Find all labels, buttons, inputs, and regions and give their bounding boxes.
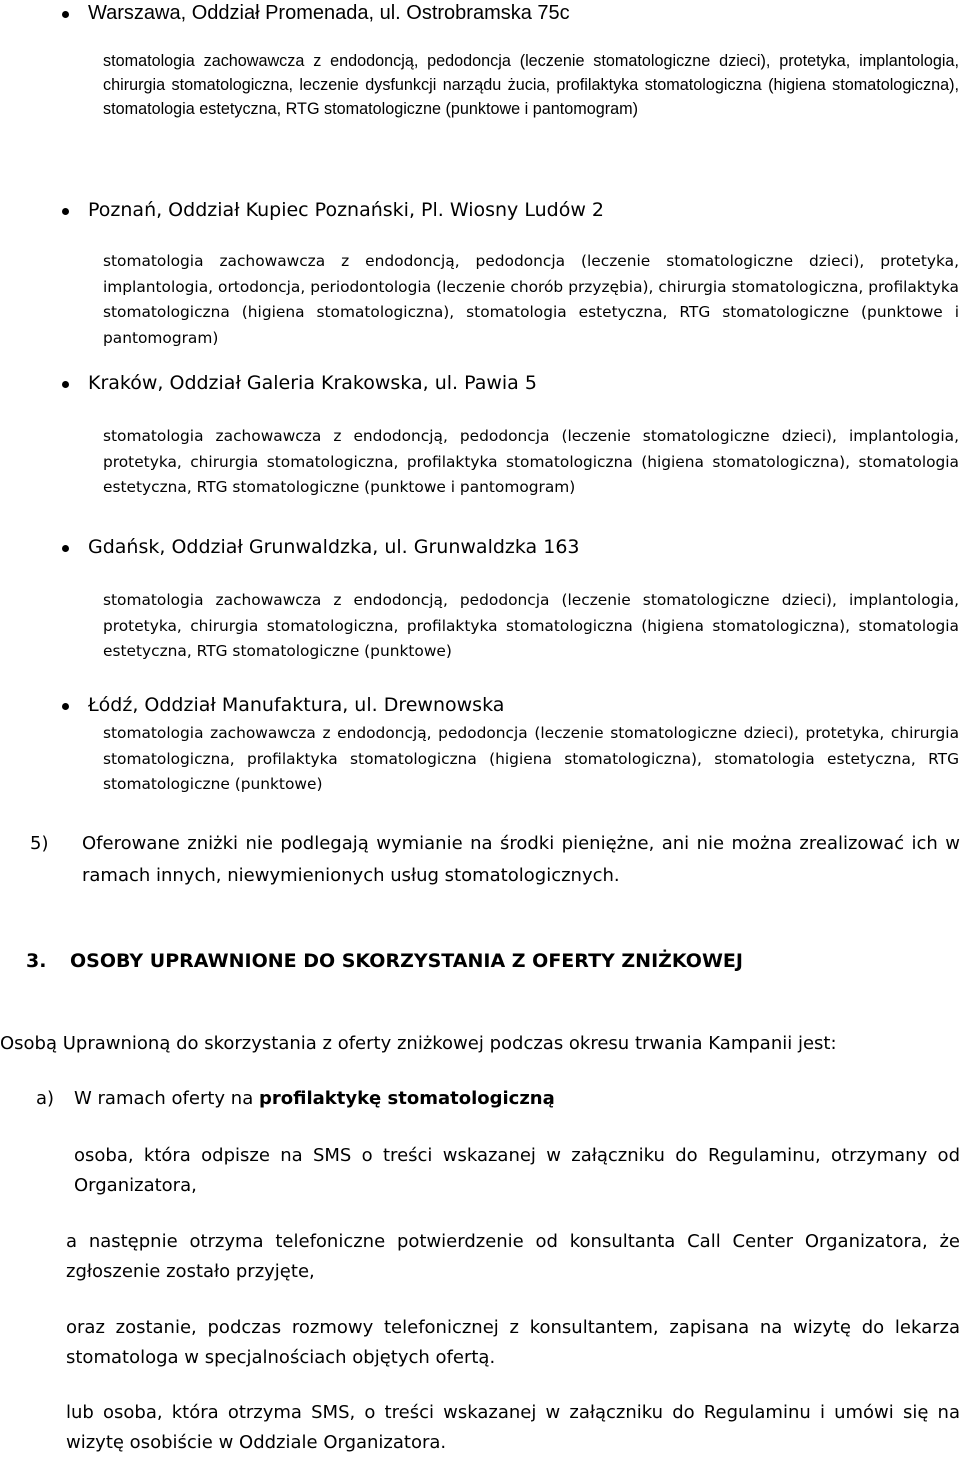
location-title: Warszawa, Oddział Promenada, ul. Ostrobramska 75c: [88, 2, 570, 24]
location-services: stomatologia zachowawcza z endodoncją, pedodoncja (leczenie stomatologiczne dzieci), implantologia, protetyka, chirurgia stomatologiczna, profilaktyka stomatologiczna (higiena stomatologiczna), stomatologia estetyczna, RTG stomatologiczne (punktowe i pantomogram): [103, 427, 959, 496]
location-services: stomatologia zachowawcza z endodoncją, pedodoncja (leczenie stomatologiczne dzieci), protetyka, chirurgia stomatologiczna, profilaktyka stomatologiczna (higiena stomatologiczna), stomatologia estetyczna, RTG stomatologiczne (punktowe): [103, 724, 959, 793]
paragraph: a następnie otrzyma telefoniczne potwierdzenie od konsultanta Call Center Organizatora, że zgłoszenie zostało przyjęte,: [66, 1231, 960, 1282]
location-title: Poznań, Oddział Kupiec Poznański, Pl. Wiosny Ludów 2: [88, 199, 604, 221]
bullet-icon: [62, 11, 69, 18]
paragraph: oraz zostanie, podczas rozmowy telefonicznej z konsultantem, zapisana na wizytę do lekarza stomatologa w specjalnościach objętych ofertą.: [66, 1317, 960, 1368]
section-title: OSOBY UPRAWNIONE DO SKORZYSTANIA Z OFERTY ZNIŻKOWEJ: [70, 950, 743, 972]
location-title: Gdańsk, Oddział Grunwaldzka, ul. Grunwaldzka 163: [88, 536, 580, 558]
location-title: Kraków, Oddział Galeria Krakowska, ul. Pawia 5: [88, 372, 537, 394]
item-prefix: W ramach oferty na: [74, 1088, 259, 1109]
bullet-icon: [62, 381, 69, 388]
item-emphasis: profilaktykę stomatologiczną: [258, 1088, 555, 1109]
section-number: 3.: [26, 950, 47, 972]
note-text: Oferowane zniżki nie podlegają wymianie na środki pieniężne, ani nie można zrealizować ich w ramach innych, niewymienionych usług stomatologicznych.: [82, 833, 960, 886]
note-number: 5): [30, 833, 49, 854]
bullet-icon: [62, 545, 69, 552]
paragraph: osoba, która odpisze na SMS o treści wskazanej w załączniku do Regulaminu, otrzymany od Organizatora,: [74, 1145, 960, 1196]
item-text: [74, 1088, 555, 1109]
bullet-icon: [62, 208, 69, 215]
location-services: stomatologia zachowawcza z endodoncją, pedodoncja (leczenie stomatologiczne dzieci), implantologia, protetyka, chirurgia stomatologiczna, profilaktyka stomatologiczna (higiena stomatologiczna), stomatologia estetyczna, RTG stomatologiczne (punktowe): [103, 591, 959, 660]
section-intro: Osobą Uprawnioną do skorzystania z oferty zniżkowej podczas okresu trwania Kampanii jest:: [0, 1033, 837, 1054]
bullet-icon: [62, 703, 69, 710]
location-services: stomatologia zachowawcza z endodoncją, pedodoncja (leczenie stomatologiczne dzieci), protetyka, implantologia, ortodoncja, periodontologia (leczenie chorób przyzębia), chirurgia stomatologiczna, profilaktyka stomatologiczna (higiena stomatologiczna), stomatologia estetyczna, RTG stomatologiczne (punktowe i pantomogram): [103, 252, 959, 347]
location-title: Łódź, Oddział Manufaktura, ul. Drewnowska: [88, 694, 505, 716]
location-services: stomatologia zachowawcza z endodoncją, pedodoncja (leczenie stomatologiczne dzieci), protetyka, implantologia, chirurgia stomatologiczna, leczenie dysfunkcji narządu żucia, profilaktyka stomatologiczna (higiena stomatologiczna), stomatologia estetyczna, RTG stomatologiczne (punktowe i pantomogram): [103, 52, 959, 118]
paragraph: lub osoba, która otrzyma SMS, o treści wskazanej w załączniku do Regulaminu i umówi się na wizytę osobiście w Oddziale Organizatora.: [66, 1402, 960, 1453]
item-label: a): [36, 1088, 55, 1109]
